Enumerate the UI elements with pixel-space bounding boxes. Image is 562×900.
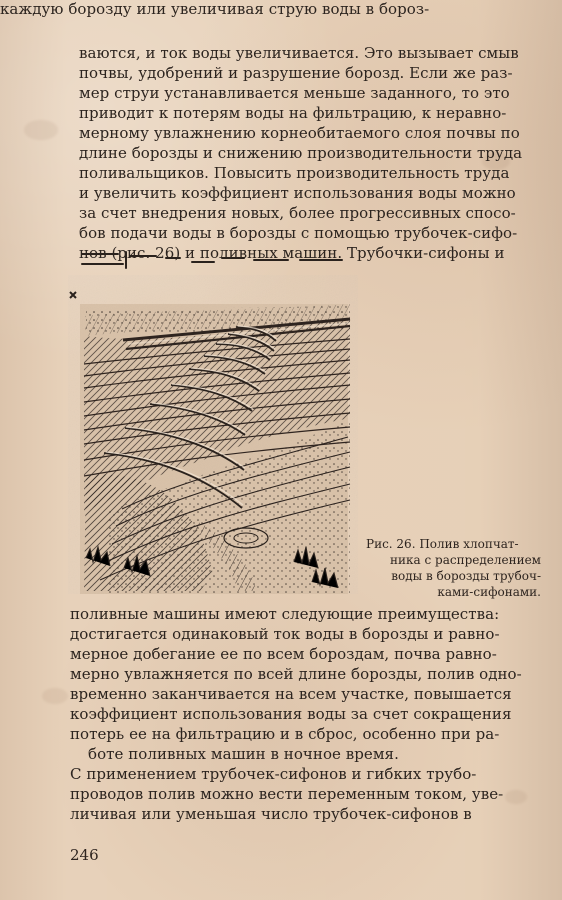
text-line: поливные машины имеют следующие преимущества: [70, 605, 500, 623]
text-line: и увеличить коэффициент использования воды можно [79, 184, 516, 202]
text-line: мерное добегание ее по всем бороздам, почва равно- [70, 645, 497, 663]
text-line: приводит к потерям воды на фильтрацию, к неравно- [79, 104, 507, 122]
text-line: мерному увлажнению корнеобитаемого слоя почвы по [79, 124, 520, 142]
text-line: боте поливных машин в ночное время. [88, 745, 399, 763]
text-line: проводов полив можно вести переменным током, уве- [70, 785, 504, 803]
text-line: С применением трубочек-сифонов и гибких трубо- [70, 765, 477, 783]
text-line: бов подачи воды в борозды с помощью трубочек-сифо- [79, 224, 518, 242]
paper-stain [42, 688, 68, 704]
caption-line: воды в борозды трубоч- [391, 569, 541, 583]
text-line: личивая или уменьшая число трубочек-сифонов в [70, 805, 472, 823]
text-line: временно заканчивается на всем участке, повышается [70, 685, 512, 703]
text-line: достигается одинаковый ток воды в борозды и равно- [70, 625, 500, 643]
figure-caption [366, 536, 541, 600]
page-number: 246 [70, 846, 99, 864]
caption-line: Рис. 26. Полив хлопчат- [366, 537, 519, 551]
small-mark [70, 292, 76, 298]
text-line: за счет внедрения новых, более прогрессивных спосо- [79, 204, 516, 222]
text-line: коэффициент использования воды за счет сокращения [70, 705, 512, 723]
text-line-last: нов (рис. 26) и поливных машин. Трубочки-сифоны и [79, 244, 505, 262]
paper-stain [24, 120, 58, 140]
text-line: каждую борозду или увеличивая струю воды в бороз- [0, 0, 430, 18]
text-line: потерь ее на фильтрацию и в сброс, особенно при ра- [70, 725, 500, 743]
caption-line: ника с распределением [390, 553, 541, 567]
text-line: поливальщиков. Повысить производительность труда [79, 164, 510, 182]
text-line: длине борозды и снижению производительности труда [79, 144, 523, 162]
caption-line: ками-сифонами. [437, 585, 541, 599]
irrigation-illustration [68, 246, 358, 594]
top-rules [82, 252, 342, 268]
text-line: мерно увлажняется по всей длине борозды, полив одно- [70, 665, 522, 683]
text-line: ваются, и ток воды увеличивается. Это вызывает смыв [79, 44, 519, 62]
text-line: почвы, удобрений и разрушение борозд. Если же раз- [79, 64, 513, 82]
text-line: мер струи устанавливается меньше заданного, то это [79, 84, 510, 102]
